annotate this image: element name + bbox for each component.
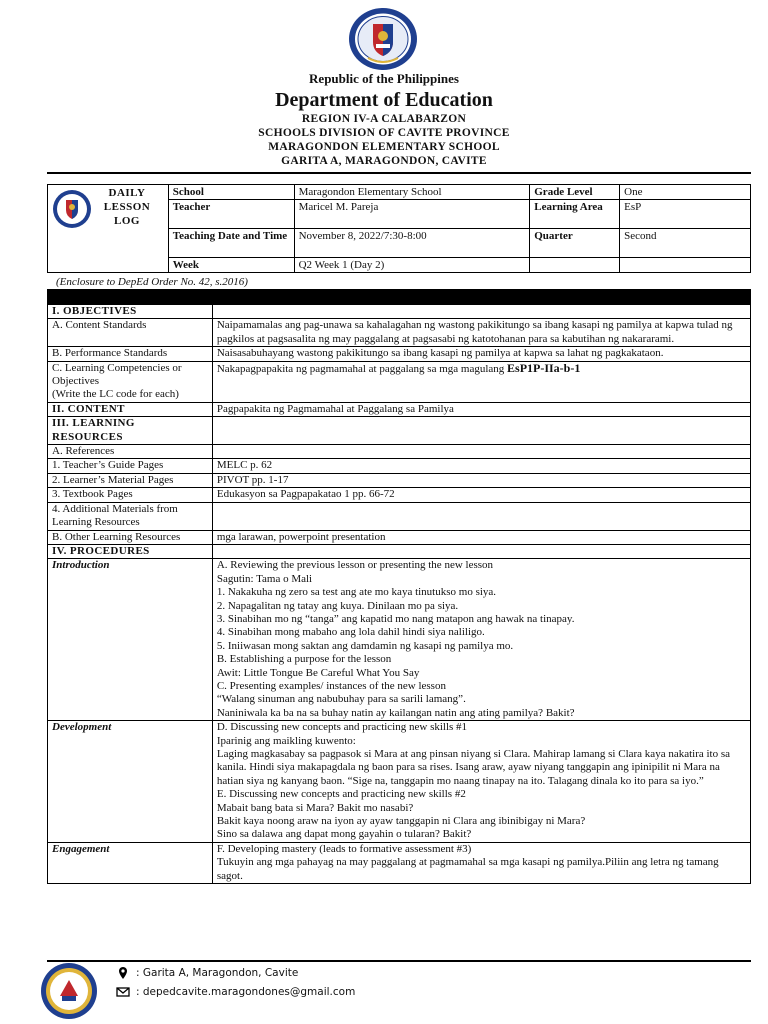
introduction-content [212, 559, 750, 721]
procedure-line: Bakit kaya noong araw na iyon ay ayaw tanggapin ni Clara ang ibinibigay ni Mara? [216, 815, 586, 828]
division-heading: SCHOOLS DIVISION OF CAVITE PROVINCE [258, 127, 510, 139]
table-row [48, 305, 751, 319]
procedure-line: 5. Iniiwasan mong saktan ang damdamin ng kasapi ng pamilya mo. [216, 639, 514, 652]
table-row [48, 488, 751, 502]
references-label: A. References [48, 445, 213, 459]
content-standards-value: Naipamamalas ang pag-unawa sa kahalagahan ng wastong pakikitungo sa ibang kasapi ng pamilya at kapwa tulad ng pagkilos at pagsasalita ng may paggalang at pagsasabi ng katotohanan para sa kabutihan ng nakararami. [212, 319, 750, 347]
development-label: Development [48, 721, 213, 843]
learning-competencies-value [212, 361, 750, 402]
table-row [48, 445, 751, 459]
table-row [48, 544, 751, 558]
objectives-heading: I. OBJECTIVES [48, 305, 213, 319]
region-heading: REGION IV-A CALABARZON [301, 113, 467, 125]
table-row [48, 417, 751, 445]
week-value: Q2 Week 1 (Day 2) [294, 258, 530, 273]
school-heading: MARAGONDON ELEMENTARY SCHOOL [268, 141, 500, 153]
table-row [48, 559, 751, 721]
email-envelope-icon [116, 985, 130, 999]
procedure-line: 1. Nakakuha ng zero sa test ang ate mo kaya tinutukso mo siya. [216, 586, 497, 599]
other-resources-label: B. Other Learning Resources [48, 530, 213, 544]
procedure-line: C. Presenting examples/ instances of the new lesson [216, 679, 446, 692]
procedure-line: Sino sa dalawa ang dapat mong gayahin o tularan? Bakit? [216, 828, 472, 841]
footer-email-line [116, 985, 355, 999]
empty-cell [212, 417, 750, 445]
textbook-label: 3. Textbook Pages [48, 488, 213, 502]
enclosure-note: (Enclosure to DepEd Order No. 42, s.2016) [56, 276, 248, 288]
teaching-date-value: November 8, 2022/7:30-8:00 [294, 229, 530, 258]
procedure-line: Awit: Little Tongue Be Careful What You Say [216, 666, 420, 679]
learning-area-label: Learning Area [530, 200, 620, 229]
table-row [48, 502, 751, 530]
performance-standards-value: Naisasabuhayang wastong pakikitungo sa ibang kasapi ng pamilya at kapwa sa lahat ng pagkakataon. [212, 347, 750, 361]
table-row [48, 402, 751, 416]
procedure-line: Sagutin: Tama o Mali [216, 572, 313, 585]
learning-competencies-label [48, 361, 213, 402]
learners-material-label: 2. Learner’s Material Pages [48, 473, 213, 487]
footer-email[interactable]: : depedcavite.maragondones@gmail.com [136, 986, 356, 998]
empty-cell [530, 258, 620, 273]
black-header-bar [47, 289, 751, 304]
grade-label: Grade Level [530, 185, 620, 200]
deped-seal-logo [346, 6, 420, 72]
procedure-line: D. Discussing new concepts and practicing new skills #1 [216, 721, 468, 734]
engagement-content [212, 842, 750, 883]
table-row [48, 473, 751, 487]
lc-label-text: C. Learning Competencies or Objectives [52, 361, 182, 388]
republic-heading: Republic of the Philippines [309, 71, 459, 86]
procedure-line: Naniniwala ka ba na sa buhay natin ay kailangan natin ang ating pamilya? Bakit? [216, 706, 575, 719]
procedure-line: B. Establishing a purpose for the lesson [216, 653, 392, 666]
procedure-line: A. Reviewing the previous lesson or presenting the new lesson [216, 559, 494, 572]
footer-divider [47, 960, 751, 962]
empty-cell [212, 544, 750, 558]
procedure-line: “Walang sinuman ang nabubuhay para sa sarili lamang”. [216, 693, 466, 706]
table-row [48, 459, 751, 473]
table-row [48, 842, 751, 883]
deped-small-seal-logo [52, 189, 92, 229]
week-label: Week [168, 258, 294, 273]
table-row [48, 361, 751, 402]
quarter-value: Second [620, 229, 751, 258]
procedure-line: Iparinig ang maikling kuwento: [216, 734, 356, 747]
additional-materials-label: 4. Additional Materials from Learning Resources [48, 502, 213, 530]
grade-value: One [620, 185, 751, 200]
table-row [48, 530, 751, 544]
lc-code: EsP1P-IIa-b-1 [507, 360, 581, 375]
school-seal-logo [40, 962, 98, 1020]
introduction-label: Introduction [48, 559, 213, 721]
learners-material-value: PIVOT pp. 1-17 [212, 473, 750, 487]
dll-title [97, 186, 157, 228]
empty-cell [212, 445, 750, 459]
engagement-label: Engagement [48, 842, 213, 883]
development-content [212, 721, 750, 843]
dll-title-line: LOG [114, 215, 140, 227]
teacher-label: Teacher [168, 200, 294, 229]
teaching-date-label: Teaching Date and Time [168, 229, 294, 258]
procedure-line: E. Discussing new concepts and practicing new skills #2 [216, 788, 466, 801]
empty-cell [212, 305, 750, 319]
footer-address-line [116, 966, 298, 980]
learning-area-value: EsP [620, 200, 751, 229]
lc-text: Nakapagpapakita ng pagmamahal at paggalang sa mga magulang [216, 362, 505, 375]
procedure-line: 2. Napagalitan ng tatay ang kuya. Dinilaan mo pa siya. [216, 599, 459, 612]
school-value: Maragondon Elementary School [294, 185, 530, 200]
teachers-guide-label: 1. Teacher’s Guide Pages [48, 459, 213, 473]
learning-resources-heading: III. LEARNING RESOURCES [48, 417, 213, 445]
procedure-line: Mabait bang bata si Mara? Bakit mo nasabi? [216, 801, 414, 814]
department-heading: Department of Education [275, 89, 493, 111]
performance-standards-label: B. Performance Standards [48, 347, 213, 361]
procedures-heading: IV. PROCEDURES [48, 544, 213, 558]
content-value: Pagpapakita ng Pagmamahal at Paggalang sa Pamilya [212, 402, 750, 416]
other-resources-value: mga larawan, powerpoint presentation [212, 530, 750, 544]
teachers-guide-value: MELC p. 62 [212, 459, 750, 473]
table-row [48, 319, 751, 347]
address-heading: GARITA A, MARAGONDON, CAVITE [281, 155, 487, 167]
lesson-plan-table [47, 304, 751, 884]
quarter-label: Quarter [530, 229, 620, 258]
dll-title-line: DAILY [108, 187, 146, 199]
lc-label-note: (Write the LC code for each) [52, 388, 179, 401]
header-divider [47, 172, 751, 174]
table-row [48, 721, 751, 843]
table-row [48, 347, 751, 361]
teacher-value: Maricel M. Pareja [294, 200, 530, 229]
empty-cell [212, 502, 750, 530]
procedure-line: F. Developing mastery (leads to formative assessment #3) [216, 842, 472, 855]
textbook-value: Edukasyon sa Pagpapakatao 1 pp. 66-72 [212, 488, 750, 502]
school-label: School [168, 185, 294, 200]
empty-cell [620, 258, 751, 273]
footer-address: : Garita A, Maragondon, Cavite [136, 967, 299, 979]
story-paragraph: Laging magkasabay sa pagpasok si Mara at ang pinsan niyang si Clara. Mahirap lamang si Clara kaya nakatira ito sa kanila. Hindi siya makapagdala ng baon para sa rises. Isang araw, ayaw niyang tanggapin ang ipinipilit ni Mara na hatian siya ng kanyang baon. “Sige na, tanggapin mo naang tinapay na ito. Talagang dinala ko ito para sa iyo.” [216, 748, 731, 787]
location-pin-icon [116, 966, 130, 980]
content-standards-label: A. Content Standards [48, 319, 213, 347]
content-heading: II. CONTENT [48, 402, 213, 416]
procedure-line: 4. Sinabihan mong mabaho ang lola dahil hindi siya naliligo. [216, 626, 485, 639]
dll-title-line: LESSON [103, 201, 151, 213]
procedure-line: Tukuyin ang mga pahayag na may paggalang at pagmamahal sa mga kasapi ng pamilya.Piliin ang letra ng tamang sagot. [216, 856, 719, 882]
procedure-line: 3. Sinabihan mo ng “tanga” ang kapatid mo nang matapon ang hawak na tinapay. [216, 612, 575, 625]
